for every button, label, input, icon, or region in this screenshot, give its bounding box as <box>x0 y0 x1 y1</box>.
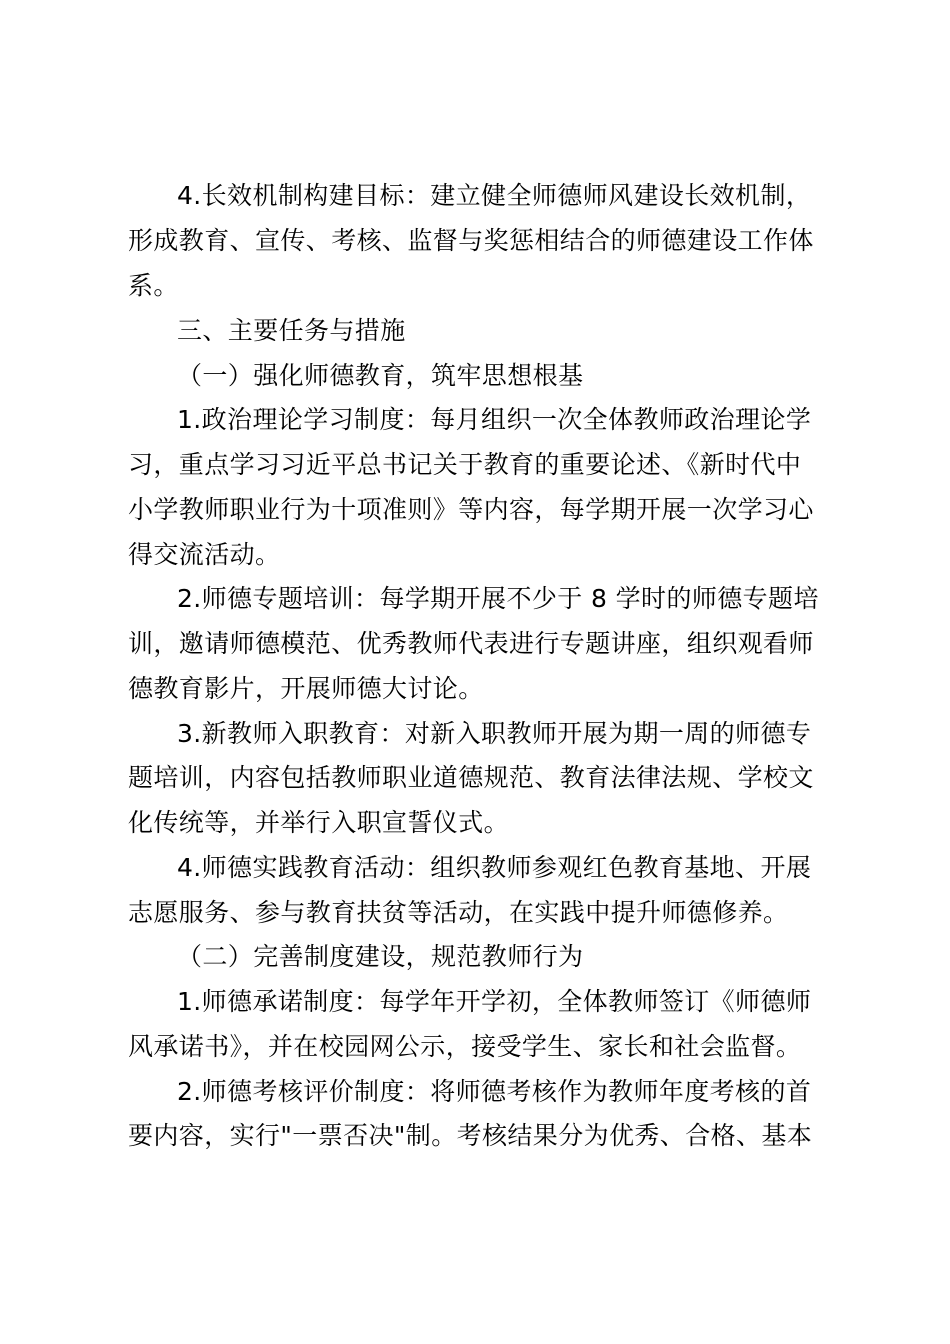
paragraph-line: 要内容，实行"一票否决"制。考核结果分为优秀、合格、基本 <box>128 1121 813 1150</box>
paragraph-line: 4.长效机制构建目标：建立健全师德师风建设长效机制， <box>177 181 812 210</box>
paragraph-line: 训，邀请师德模范、优秀教师代表进行专题讲座，组织观看师 <box>128 629 814 658</box>
paragraph-line: 形成教育、宣传、考核、监督与奖惩相结合的师德建设工作体 <box>128 226 814 255</box>
subsection-heading: （一）强化师德教育，筑牢思想根基 <box>177 361 584 390</box>
paragraph-line: 1.师德承诺制度：每学年开学初，全体教师签订《师德师 <box>177 987 812 1016</box>
paragraph-line: 3.新教师入职教育：对新入职教师开展为期一周的师德专 <box>177 719 812 748</box>
paragraph-line: 1.政治理论学习制度：每月组织一次全体教师政治理论学 <box>177 405 812 434</box>
paragraph-line: 习，重点学习习近平总书记关于教育的重要论述、《新时代中 <box>128 450 802 479</box>
paragraph-line: 化传统等，并举行入职宣誓仪式。 <box>128 808 510 837</box>
paragraph-line: 风承诺书》，并在校园网公示，接受学生、家长和社会监督。 <box>128 1032 802 1061</box>
paragraph-line: 题培训，内容包括教师职业道德规范、教育法律法规、学校文 <box>128 763 814 792</box>
paragraph-line: 系。 <box>128 271 179 300</box>
paragraph-line: 小学教师职业行为十项准则》等内容，每学期开展一次学习心 <box>128 495 814 524</box>
subsection-heading: （二）完善制度建设，规范教师行为 <box>177 942 584 971</box>
paragraph-line: 得交流活动。 <box>128 540 281 569</box>
paragraph-line: 2.师德专题培训：每学期开展不少于 8 学时的师德专题培 <box>177 584 819 613</box>
section-heading: 三、主要任务与措施 <box>177 316 406 345</box>
paragraph-line: 志愿服务、参与教育扶贫等活动，在实践中提升师德修养。 <box>128 898 789 927</box>
paragraph-line: 4.师德实践教育活动：组织教师参观红色教育基地、开展 <box>177 853 812 882</box>
paragraph-line: 2.师德考核评价制度：将师德考核作为教师年度考核的首 <box>177 1077 812 1106</box>
paragraph-line: 德教育影片，开展师德大讨论。 <box>128 674 484 703</box>
